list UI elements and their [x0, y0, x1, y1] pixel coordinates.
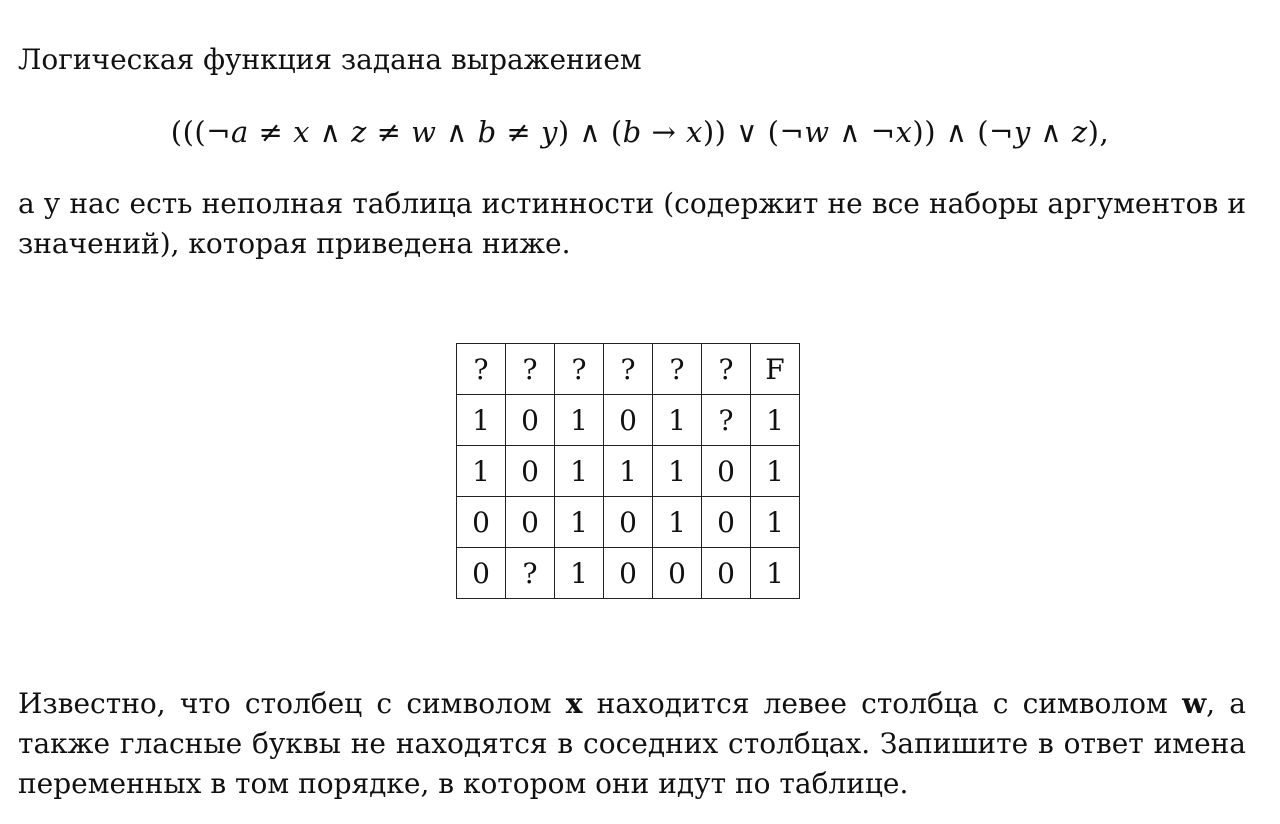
formula-part: ≠: [366, 115, 412, 149]
formula-var-z: z: [1071, 115, 1088, 149]
symbol-x: x: [565, 687, 583, 720]
table-cell: 1: [555, 395, 604, 446]
table-cell: 1: [751, 497, 800, 548]
task-text-part: находится левее столбца с символом: [582, 687, 1183, 720]
table-row: [457, 548, 800, 599]
table-cell: 1: [653, 395, 702, 446]
formula-part: ) ∧ (: [557, 115, 623, 149]
formula-part: ∧: [1030, 115, 1072, 149]
formula-var-z: z: [351, 115, 367, 149]
table-cell: 0: [702, 548, 751, 599]
table-cell: 0: [604, 497, 653, 548]
table-cell: 0: [506, 497, 555, 548]
table-cell: ?: [506, 548, 555, 599]
formula-part: ∧: [436, 115, 478, 149]
formula-var-x: x: [293, 115, 310, 149]
task-text-part: , а также гласные буквы не находятся в соседних столбцах. Запишите в ответ имена переменных в том порядке, в котором они идут по таблице.: [18, 687, 1246, 800]
symbol-w: w: [1182, 687, 1207, 720]
formula-var-b: b: [622, 115, 642, 149]
header-cell: ?: [506, 344, 555, 395]
table-header-row: [457, 344, 800, 395]
formula-part: )) ∧ (¬: [912, 115, 1014, 149]
formula-part: →: [641, 115, 686, 149]
table-cell: 1: [751, 395, 800, 446]
formula-part: ≠: [248, 115, 294, 149]
formula-part: ∧ ¬: [829, 115, 896, 149]
formula-var-y: y: [1013, 115, 1031, 149]
table-row: [457, 446, 800, 497]
table-cell: 0: [653, 548, 702, 599]
truth-table: [456, 343, 800, 599]
formula-var-a: a: [231, 115, 249, 149]
table-description: а у нас есть неполная таблица истинности (содержит не все наборы аргументов и значений), которая приведена ниже.: [18, 187, 1246, 260]
formula-part: ∧: [309, 115, 352, 149]
formula-part: ≠: [496, 115, 541, 149]
header-cell: ?: [702, 344, 751, 395]
table-cell: 0: [457, 497, 506, 548]
task-text-part: Известно, что столбец с символом: [18, 687, 566, 720]
table-cell: 0: [457, 548, 506, 599]
table-row: [457, 497, 800, 548]
formula-var-w: w: [411, 115, 437, 149]
table-cell: 1: [751, 446, 800, 497]
table-cell: 0: [604, 395, 653, 446]
table-cell: 1: [604, 446, 653, 497]
table-cell: 1: [555, 548, 604, 599]
formula-var-y: y: [540, 115, 558, 149]
table-cell: 0: [506, 395, 555, 446]
formula-part: (((¬: [170, 115, 232, 149]
table-cell: ?: [702, 395, 751, 446]
formula-var-x: x: [895, 115, 913, 149]
table-cell: 1: [751, 548, 800, 599]
table-cell: 1: [653, 446, 702, 497]
table-cell: 1: [555, 446, 604, 497]
header-cell: ?: [653, 344, 702, 395]
task-text: [18, 684, 1246, 804]
table-cell: 1: [555, 497, 604, 548]
header-cell: F: [751, 344, 800, 395]
formula-var-w: w: [804, 115, 830, 149]
table-cell: 0: [604, 548, 653, 599]
table-cell: 0: [506, 446, 555, 497]
table-cell: 1: [457, 395, 506, 446]
header-cell: ?: [604, 344, 653, 395]
table-cell: 1: [653, 497, 702, 548]
formula-part: ),: [1087, 115, 1110, 149]
table-cell: 0: [702, 497, 751, 548]
formula-part: )) ∨ (¬: [702, 115, 805, 149]
logic-formula: [0, 110, 1280, 154]
intro-text: Логическая функция задана выражением: [18, 43, 642, 76]
formula-var-b: b: [477, 115, 497, 149]
formula-var-x: x: [685, 115, 703, 149]
table-cell: 1: [457, 446, 506, 497]
table-row: [457, 395, 800, 446]
header-cell: ?: [555, 344, 604, 395]
header-cell: ?: [457, 344, 506, 395]
table-cell: 0: [702, 446, 751, 497]
